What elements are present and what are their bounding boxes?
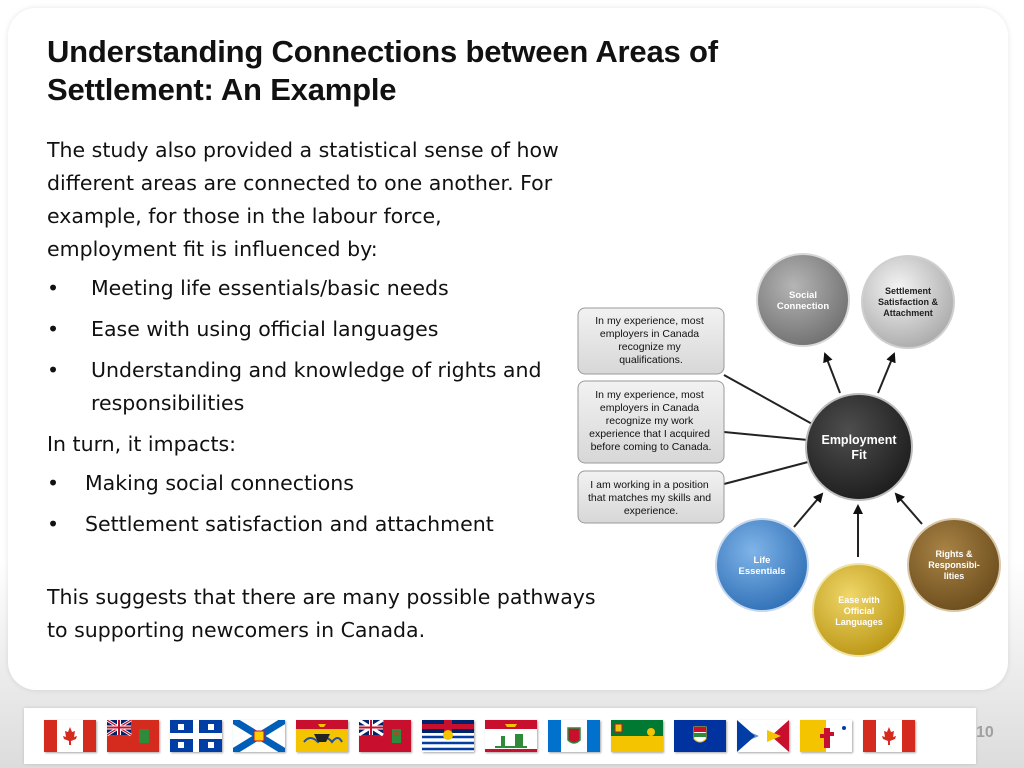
box-3-line: I am working in a position (590, 479, 709, 491)
statement-box-1 (578, 308, 724, 374)
box-1-line: employers in Canada (599, 328, 700, 340)
svg-text:SocialConnection: Social Connection (776, 290, 830, 312)
box-2-line: experience that I acquired (589, 428, 710, 440)
svg-text:Rights &Responsibi-lities: Rights & Responsibi-lities (928, 549, 980, 581)
ontario-flag-icon (107, 720, 159, 752)
slide-title-line-1: Understanding Connections between Areas of (47, 34, 718, 69)
prince-edward-island-flag-icon (485, 720, 537, 752)
svg-text:In my experience, most e (589, 389, 713, 453)
list-item: • Settlement satisfaction and attachment (47, 512, 494, 536)
impacts-list (47, 467, 607, 541)
canada-flag-icon (863, 720, 915, 752)
node-social-connection (757, 254, 849, 346)
node-employment-fit (806, 394, 912, 500)
svg-text:EmploymentFit: Employment Fit (821, 433, 897, 462)
intro-paragraph: The study also provided a statistical sense of how different areas are connected to one another. For example, for those in the labour force, employment fit is influenced by: (47, 138, 559, 261)
statement-box-3 (578, 471, 724, 523)
new-brunswick-flag-icon (296, 720, 348, 752)
list-item-text: Settlement satisfaction and attachment (85, 512, 494, 536)
nunavut-flag-icon (800, 720, 852, 752)
body-text (47, 134, 607, 647)
svg-text:SettlementSatisfaction &Attach: Settlement Satisfaction & Attachment (877, 286, 939, 318)
line-box2-to-center (724, 432, 808, 440)
arrow-center-to-settlement (878, 354, 894, 393)
connections-diagram (570, 240, 1020, 680)
svg-text:LifeEssentials: Life Essentials (738, 555, 786, 577)
newfoundland-flag-icon (737, 720, 789, 752)
box-1-line: In my experience, most (595, 315, 704, 327)
box-1-line: recognize my (618, 341, 681, 353)
node-life-essentials (716, 519, 808, 611)
conclusion-paragraph: This suggests that there are many possible pathways to supporting newcomers in Canada. (47, 585, 596, 642)
line-box3-to-center (724, 462, 808, 484)
manitoba-flag-icon (359, 720, 411, 752)
list-item-text: Understanding and knowledge of rights and responsibilities (91, 358, 542, 415)
british-columbia-flag-icon (422, 720, 474, 752)
provincial-flags-bar (24, 708, 976, 764)
canada-flag-icon (44, 720, 96, 752)
line-box1-to-center (724, 375, 814, 425)
list-item-text: Making social connections (85, 471, 354, 495)
box-2-line: recognize my work (605, 415, 694, 427)
arrow-life-to-center (794, 494, 822, 527)
list-item: • Making social connections (47, 471, 354, 495)
box-2-line: In my experience, most (595, 389, 704, 401)
node-official-languages (813, 564, 905, 656)
page-number: 10 (976, 724, 994, 741)
box-3-line: that matches my skills and (587, 492, 712, 504)
box-2-line: employers in Canada (599, 402, 700, 414)
node-settlement-satisfaction (862, 256, 954, 348)
box-1-line: qualifications. (619, 354, 683, 366)
quebec-flag-icon (170, 720, 222, 752)
influenced-by-list (47, 272, 607, 420)
saskatchewan-flag-icon (611, 720, 663, 752)
arrow-center-to-social (825, 354, 840, 393)
slide-title-line-2: Settlement: An Example (47, 72, 397, 107)
nova-scotia-flag-icon (233, 720, 285, 752)
alberta-flag-icon (674, 720, 726, 752)
node-rights-responsibilities (908, 519, 1000, 611)
list-item-text: Ease with using official languages (91, 317, 439, 341)
arrow-rights-to-center (896, 494, 922, 524)
statement-box-2 (578, 381, 724, 463)
list-item: • Meeting life essentials/basic needs (47, 276, 449, 300)
turn-label: In turn, it impacts: (47, 432, 237, 456)
northwest-territories-flag-icon (548, 720, 600, 752)
list-item: • Ease with using official languages (47, 317, 439, 341)
slide-title (47, 33, 947, 109)
list-item-text: Meeting life essentials/basic needs (91, 276, 449, 300)
list-item: • Understanding and knowledge of rights and responsibilities (47, 358, 542, 415)
svg-text:Ease withOfficialLanguages: Ease with Official Languages (835, 595, 883, 627)
box-3-line: experience. (623, 505, 679, 517)
box-2-line: before coming to Canada. (590, 441, 712, 453)
